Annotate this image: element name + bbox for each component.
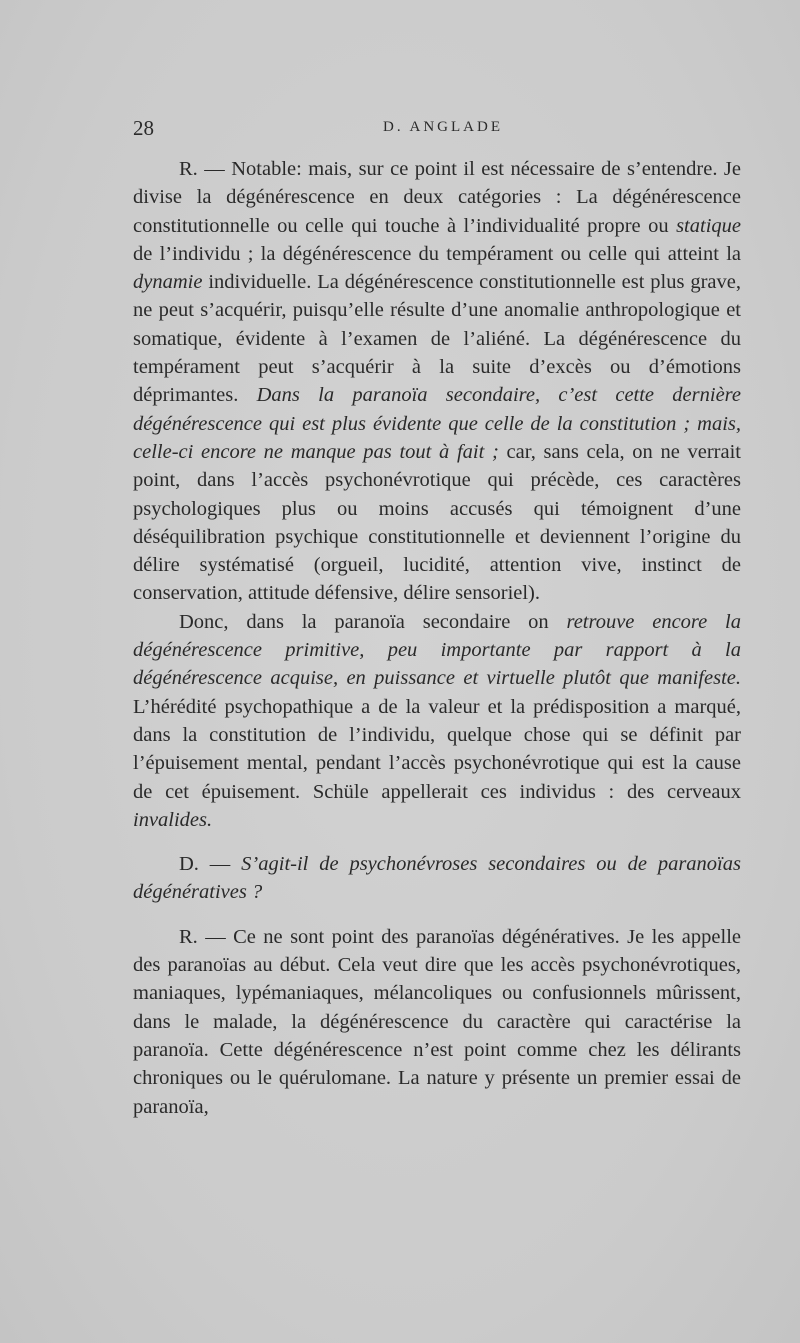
body-text bbox=[133, 155, 741, 1121]
paragraph-response-2 bbox=[133, 923, 741, 1121]
text-run: R. — Ce ne sont point des paranoïas dégénératives. Je les appelle des paranoïas au début. Cela veut dire que les accès psychonévrotiques, maniaques, lypémaniaques, mélancoliques ou confusionnels mûrissent, dans le malade, la dégénérescence du caractère qui caractérise la paranoïa. Cette dégénérescence n’est point comme chez les délirants chroniques ou le quérulomane. La nature y présente un premier essai de paranoïa, bbox=[133, 925, 741, 1118]
italic-run: statique bbox=[676, 214, 741, 237]
page-header bbox=[133, 116, 741, 144]
italic-run: retrouve encore la dégénérescence primitive, peu importante par rapport à la dégénérescence acquise, en puissance et virtuelle plutôt que manifeste. bbox=[133, 610, 741, 690]
italic-run: S’agit-il de psychonévroses secondaires ou de paranoïas dégénératives ? bbox=[133, 853, 741, 904]
text-run: individuelle. La dégénérescence constitutionnelle est plus grave, ne peut s’acquérir, puisqu’elle résulte d’une anomalie anthropologique et somatique, évidente à l’examen de l’aliéné. La dégénérescence du tempérament peut s’acquérir à la suite d’excès ou d’émotions déprimantes. bbox=[133, 271, 741, 407]
italic-run: invalides. bbox=[133, 808, 213, 831]
paragraph-response-1 bbox=[133, 155, 741, 608]
text-run: D. — bbox=[179, 853, 242, 876]
text-run: Donc, dans la paranoïa secondaire on bbox=[179, 610, 567, 633]
italic-run: Dans la paranoïa secondaire, c’est cette dernière dégénérescence qui est plus évidente que celle de la constitution ; mais, celle-ci encore ne manque pas tout à fait ; bbox=[133, 384, 741, 463]
text-run: L’hérédité psychopathique a de la valeur et la prédisposition a marqué, dans la constitution de l’individu, quelque chose qui se définit par l’épuisement mental, pendant l’accès psychonévrotique qui est la cause de cet épuisement. Schüle appellerait ces individus : des cerveaux bbox=[133, 695, 741, 803]
page-number: 28 bbox=[133, 116, 154, 140]
italic-run: dynamie bbox=[133, 271, 203, 294]
text-run: car, sans cela, on ne verrait point, dans l’accès psychonévrotique qui précède, ces caractères psychologiques plus ou moins accusés qui témoignent d’une déséquilibration psychique constitutionnelle et deviennent l’origine du délire systématisé (orgueil, lucidité, attention vive, instinct de conservation, attitude défensive, délire sensoriel). bbox=[133, 440, 741, 605]
paragraph-donc bbox=[133, 608, 741, 834]
text-run: de l’individu ; la dégénérescence du tempérament ou celle qui atteint la bbox=[133, 242, 741, 265]
text-run: R. — Notable: mais, sur ce point il est nécessaire de s’entendre. Je divise la dégénérescence en deux catégories : La dégénérescence constitutionnelle ou celle qui touche à l’individualité propre ou bbox=[133, 158, 741, 237]
running-head: D. ANGLADE bbox=[383, 119, 503, 135]
paragraph-question bbox=[133, 850, 741, 907]
